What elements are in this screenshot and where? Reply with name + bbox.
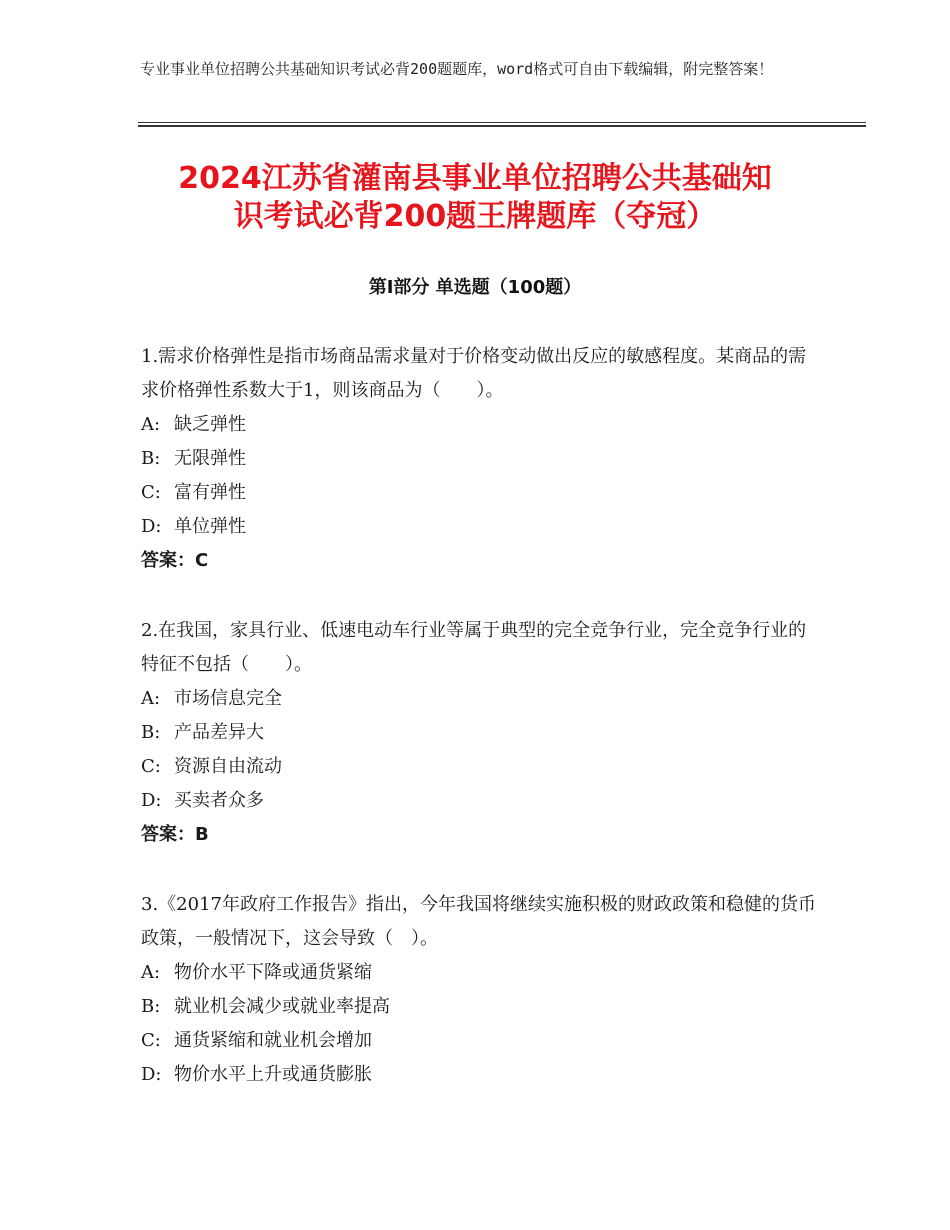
option-text: 无限弹性 <box>174 448 246 469</box>
header-note: 专业事业单位招聘公共基础知识考试必背200题题库，word格式可自由下载编辑，附完整答案！ <box>140 60 774 78</box>
option-letter: A: <box>141 688 161 709</box>
answer-line: 答案：C <box>141 550 209 571</box>
option-text: 缺乏弹性 <box>174 414 246 435</box>
option-letter: D: <box>141 790 162 811</box>
option-letter: B: <box>141 448 161 469</box>
option-letter: A: <box>141 414 161 435</box>
option-b <box>141 716 821 750</box>
title-line-2: 识考试必背200题王牌题库（夺冠） <box>233 199 717 234</box>
option-b <box>141 442 821 476</box>
option-text: 富有弹性 <box>174 482 246 503</box>
option-d <box>141 1058 821 1092</box>
question-2 <box>141 614 821 852</box>
option-c <box>141 750 821 784</box>
question-stem: 1.需求价格弹性是指市场商品需求量对于价格变动做出反应的敏感程度。某商品的需求价格弹性系数大于1，则该商品为（ ）。 <box>141 346 807 401</box>
question-stem: 3.《2017年政府工作报告》指出，今年我国将继续实施积极的财政政策和稳健的货币政策，一般情况下，这会导致（ ）。 <box>141 894 816 949</box>
option-d <box>141 784 821 818</box>
title-line-1: 2024江苏省灌南县事业单位招聘公共基础知 <box>178 161 772 196</box>
option-a <box>141 682 821 716</box>
option-text: 物价水平上升或通货膨胀 <box>174 1064 372 1085</box>
question-stem: 2.在我国，家具行业、低速电动车行业等属于典型的完全竞争行业，完全竞争行业的特征不包括（ ）。 <box>141 620 807 675</box>
option-letter: B: <box>141 722 161 743</box>
header-rule-thin <box>138 122 866 123</box>
option-text: 资源自由流动 <box>174 756 282 777</box>
option-letter: B: <box>141 996 161 1017</box>
option-text: 单位弹性 <box>174 516 246 537</box>
option-letter: C: <box>141 482 161 503</box>
option-letter: D: <box>141 516 162 537</box>
option-c <box>141 476 821 510</box>
option-text: 通货紧缩和就业机会增加 <box>174 1030 372 1051</box>
option-letter: A: <box>141 962 161 983</box>
option-a <box>141 408 821 442</box>
question-3 <box>141 888 821 1092</box>
option-a <box>141 956 821 990</box>
option-letter: C: <box>141 1030 161 1051</box>
question-1 <box>141 340 821 578</box>
header-rule-thick <box>138 125 866 127</box>
option-letter: C: <box>141 756 161 777</box>
answer-line: 答案：B <box>141 824 209 845</box>
option-c <box>141 1024 821 1058</box>
option-text: 就业机会减少或就业率提高 <box>174 996 390 1017</box>
option-text: 产品差异大 <box>174 722 264 743</box>
option-letter: D: <box>141 1064 162 1085</box>
option-b <box>141 990 821 1024</box>
option-text: 物价水平下降或通货紧缩 <box>174 962 372 983</box>
option-d <box>141 510 821 544</box>
option-text: 市场信息完全 <box>174 688 282 709</box>
document-title <box>120 160 830 236</box>
option-text: 买卖者众多 <box>174 790 264 811</box>
section-heading: 第Ⅰ部分 单选题（100题） <box>368 277 582 298</box>
